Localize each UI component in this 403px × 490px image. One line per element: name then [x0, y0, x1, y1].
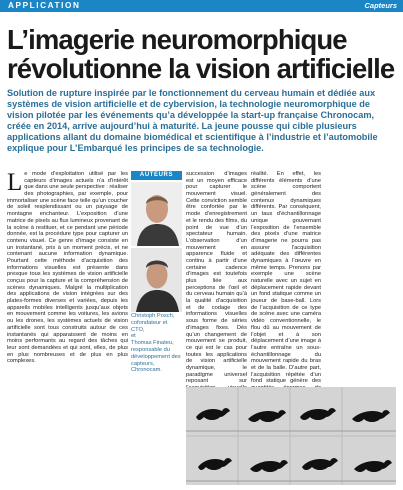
author-1-name: Christoph Posch, [131, 313, 175, 319]
body-column-1 [7, 171, 128, 365]
author-1-role: cofondateur et CTO, [131, 319, 168, 333]
horse-frames-graphic [186, 387, 396, 485]
article-title [7, 25, 397, 83]
title-line-2: révolutionne la vision artificielle [7, 53, 395, 84]
body-text-2: succession d’images est un moyen efficace pour capturer le mouvement visuel. Cette conviction semble être confortée par le mode d’enregistrement et le rendu des films, du point de vue d’un spectateur humain. L’observation d’un mouvement en apparence fluide et continu à partir d’une certaine cadence d’images est toutefois plus liée aux perceptions de l’œil et du cerveau humain qu’à la qualité d’acquisition et de codage des informations visuelles sous forme de séries d’images fixes. Dès qu’un changement de mouvement se produit, ce qui est le cas pour toutes les applications de vision artificielle dynamique, le paradigme universel reposant sur [186, 171, 247, 385]
body-text-1: e mode d’exploitation utilisé par les capteurs d’images actuels n’a d’intérêt que dans une seule perspective : réaliser des photographies, par exemple, pour immortaliser une scène face telle qu’un coucher de soleil resplendissant ou un paysage de montagne enchanteur. L’exposition d’une matrice de pixels au flux lumineux provenant de la scène à restituer, et ce pendant une période donnée, est la procédure type pour capturer un contenu visuel. Ce genre d’image consiste en un instantané, pris à un moment précis, et ne contenant aucune information dynamique. Pourtant cette méthode d’acquisition des informations visuelles est présente dans presque tous les systèmes de vision artificielle conçus pour la capture et la compréhension de scènes dynamiques. Malgré la multiplication des applications de vision intégrées sur des plates-formes diverses et variées, depuis les appareils mobiles intelligents jusqu’aux objets en mouvement comme les voitures, les avions ou les drones, les systèmes actuels de vision artificielle sont tous construits autour de ces instantanés qui apparaissent de moins en moins performants au regard des tâches qui leur sont demandées et qui sont, elles, de plus en plus nombreuses et de plus en plus complexes. [7, 171, 128, 365]
author-2-role: responsable du développement des capteurs, Chronocam. [131, 346, 181, 374]
authors-header: AUTEURS [131, 171, 182, 180]
author-2-name: Thomas Finateu, [131, 340, 174, 347]
title-line-1: L’imagerie neuromorphique [7, 24, 347, 55]
author-photo-posch [131, 182, 182, 246]
horse-motion-sequence-image [186, 387, 396, 485]
section-header-bar [0, 0, 403, 12]
author-photo-finateu [131, 248, 182, 312]
authors-box [131, 171, 182, 386]
authors-and: et [131, 333, 136, 340]
section-label: APPLICATION [8, 1, 81, 10]
article-lead: Solution de rupture inspirée par le fonctionnement du cerveau humain et dédiée aux systèmes de vision artificielle et de cybervision, la technologie neuromorphique de vision pilotée par les événements qu’a développée la start-up française Chronocam, créée en 2014, arrive aujourd’hui à maturité. La jeune pousse qui cible plusieurs applications allant du domaine biomédical et scientifique à l’industrie et l’automobile explique pour L’Embarqué les principes de sa technologie. [7, 88, 378, 153]
portrait-1-image [131, 182, 182, 246]
drop-cap: L [7, 169, 23, 196]
authors-caption [131, 313, 182, 374]
body-text-3: réalité. En effet, les différents éléments d’une scène comportent généralement des contenus dynamiques différents. Par conséquent, un taux d’échantillonnage unique gouvernant l’exposition de l’ensemble des pixels d’une matrice d’imagerie ne pourra pas assurer l’acquisition adéquate des différentes dynamiques à l’œuvre en même temps. Prenons par exemple une scène naturelle avec un sujet en déplacement rapide devant un fond statique comme un joueur de base-ball. Lors de l’acquisition de ce type de scène avec une caméra vidéo conventionnelle, le flou dû au mouvement de l’objet et à son déplacement d’une image à l’autre entraîne un sous-échantillonnage du mouvement rapide du bras et de la balle. D’autre part, l’acquisition répétée d’un fond statique génère des [251, 171, 321, 385]
section-category: Capteurs [364, 1, 397, 10]
body-column-3 [251, 171, 321, 398]
portrait-2-image [131, 248, 182, 312]
